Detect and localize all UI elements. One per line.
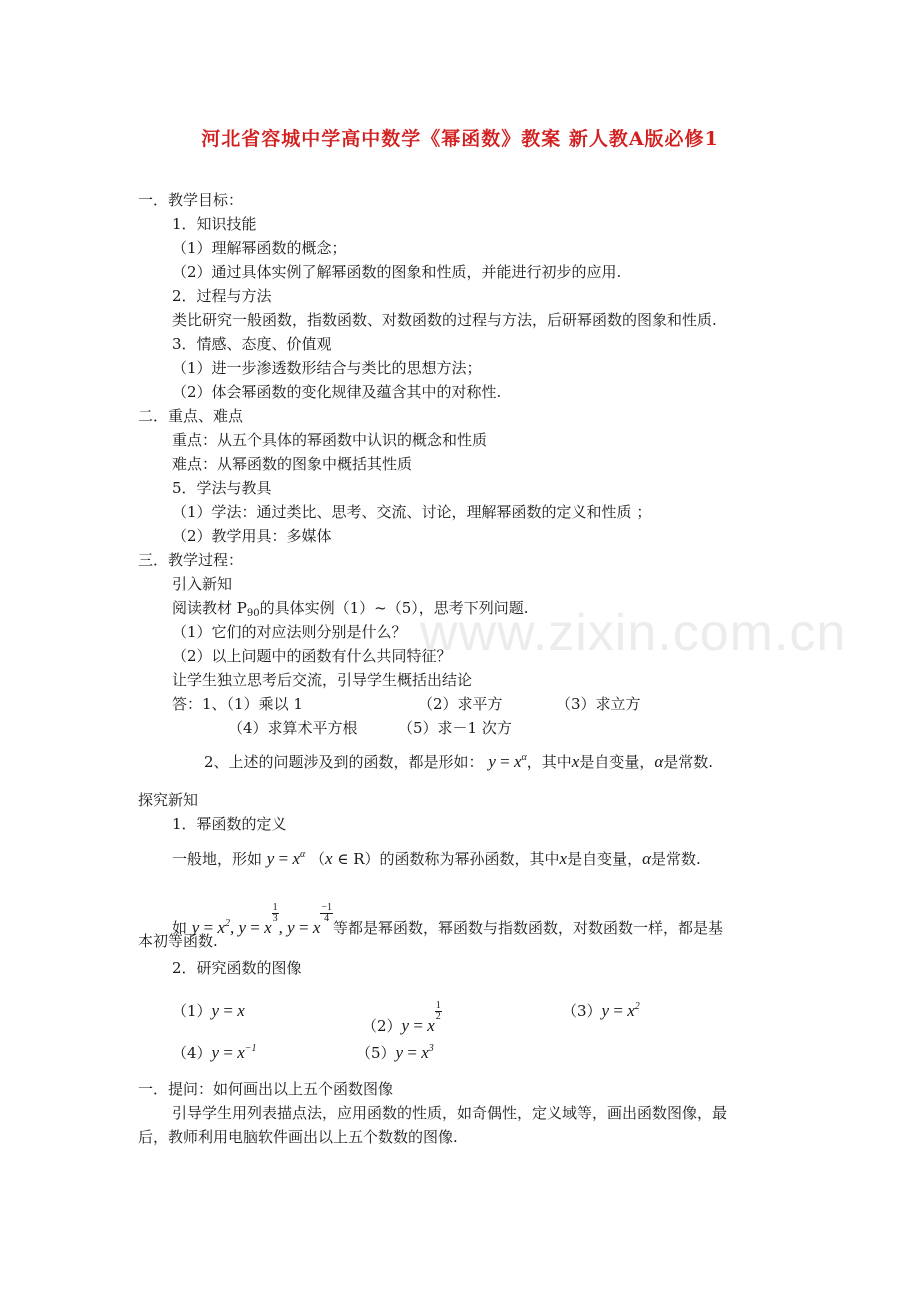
text-line: 重点：从五个具体的幂函数中认识的概念和性质	[172, 431, 488, 449]
text-line: 阅读教材 $P_{90}$的具体实例（1）~（5），思考下列问题.	[172, 599, 529, 619]
subheading-graphs: 2．研究函数的图像	[172, 959, 302, 977]
examples-line: 如 $y = x^2$, y = x $\frac{1}{3}$ , y = x $\frac{-1}{4}$ 等都是幂函数，幂函数与指数函数，对数函数一样，都是基	[172, 902, 724, 937]
function-3: $(3)y = x^2$	[562, 1001, 640, 1020]
answer-3: （3）求立方	[556, 695, 641, 713]
subheading-knowledge: 1．知识技能	[172, 215, 257, 233]
text-line: 类比研究一般函数，指数函数、对数函数的过程与方法，后研幂函数的图象和性质.	[172, 311, 717, 329]
text-line: （1）进一步渗透数形结合与类比的思想方法；	[172, 359, 482, 377]
section-heading-question: 一．提问：如何画出以上五个函数图像	[138, 1080, 394, 1098]
answer-4: （4）求算术平方根	[228, 719, 358, 737]
text-line: （1）理解幂函数的概念；	[172, 239, 347, 257]
subheading-process: 2．过程与方法	[172, 287, 272, 305]
text-line: 后，教师利用电脑软件画出以上五个数数的图像.	[138, 1128, 458, 1146]
examples-formula: $y = x^2$, y = x $\frac{1}{3}$ , y = x $\frac{-1}{4}$	[191, 902, 332, 937]
function-1: （1）y = x	[172, 1001, 245, 1020]
text-line: （2）体会幂函数的变化规律及蕴含其中的对称性.	[172, 383, 502, 401]
text-line: （1）学法：通过类比、思考、交流、讨论，理解幂函数的定义和性质 ；	[172, 503, 652, 521]
watermark: www.zixin.com.cn	[420, 604, 847, 662]
function-4: $(4)y = x^{-1}$	[172, 1043, 257, 1062]
section-heading-explore: 探究新知	[138, 791, 199, 809]
subheading-definition: 1．幂函数的定义	[172, 815, 287, 833]
conclusion-line: 2、上述的问题涉及到的函数，都是形如： $y = x^\alpha$，其中x是自变量，α是常数.	[204, 752, 714, 771]
section-heading-keypoints: 二．重点、难点	[138, 407, 244, 425]
page-subscript: 90	[246, 608, 260, 619]
text-line: 难点：从幂函数的图象中概括其性质	[172, 455, 413, 473]
text-line: （2）以上问题中的函数有什么共同特征？	[172, 647, 452, 665]
text-line: 让学生独立思考后交流，引导学生概括出结论	[172, 671, 473, 689]
section-heading-objectives: 一．教学目标：	[138, 191, 244, 209]
section-heading-process: 三．教学过程：	[138, 551, 244, 569]
text-line: （1）它们的对应法则分别是什么？	[172, 623, 407, 641]
subheading-methods: 5．学法与教具	[172, 479, 272, 497]
answer-5: （5）求－1 次方	[398, 719, 512, 737]
function-5: $(5)y = x^3$	[356, 1043, 434, 1062]
document-title: 河北省容城中学高中数学《幂函数》教案 新人教A版必修1	[201, 128, 719, 150]
subheading-intro: 引入新知	[172, 575, 233, 593]
power-function-formula: $y = x^\alpha$	[488, 752, 527, 771]
subheading-values: 3．情感、态度、价值观	[172, 335, 332, 353]
text-line: 引导学生用列表描点法，应用函数的性质，如奇偶性，定义域等，画出函数图像，最	[172, 1104, 728, 1122]
text-line: （2）通过具体实例了解幂函数的图象和性质，并能进行初步的应用.	[172, 263, 622, 281]
text-line: （2）教学用具：多媒体	[172, 527, 332, 545]
function-2: （2）y = x $\frac{1}{2}$	[362, 1000, 441, 1035]
definition-line: 一般地，形如 $y = x^\alpha$ （x ∈ R）的函数称为幂孙函数，其中x是自变量，α是常数.	[172, 849, 701, 868]
answer-2: （2）求平方	[418, 695, 503, 713]
text-line: 本初等函数.	[138, 932, 218, 950]
answer-1: 答：1、（1）乘以 1	[172, 695, 303, 713]
